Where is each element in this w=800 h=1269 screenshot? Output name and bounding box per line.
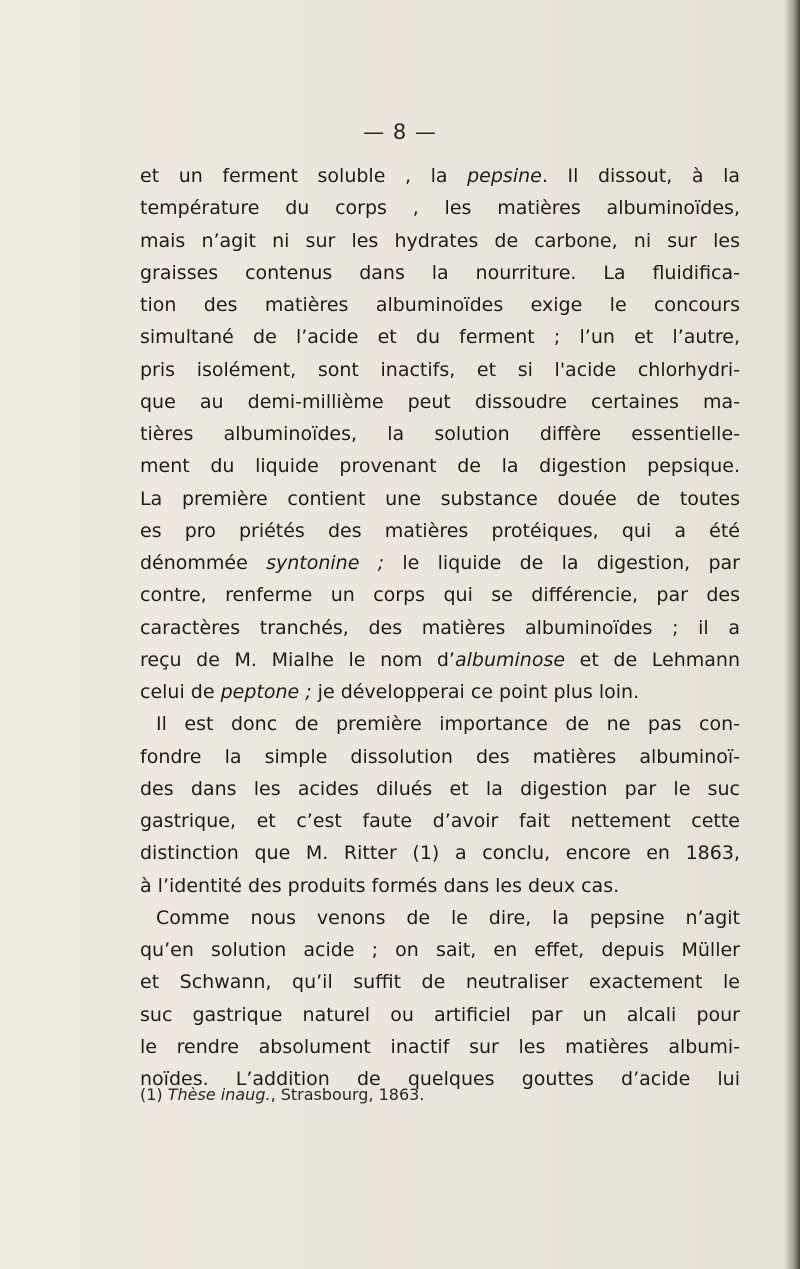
text-line: Il est donc de première importance de ne pas con- <box>156 713 740 736</box>
text-line: La première contient une substance douée de toutes <box>140 487 740 510</box>
text-line: dénommée syntonine ; le liquide de la digestion, par <box>140 552 740 574</box>
text-line: gastrique, et c’est faute d’avoir fait nettement cette <box>140 810 740 832</box>
text-line: qu’en solution acide ; on sait, en effet, depuis Müller <box>140 939 740 961</box>
text-line: mais n’agit ni sur les hydrates de carbone, ni sur les <box>140 229 740 252</box>
text-line: caractères tranchés, des matières albuminoïdes ; il a <box>140 616 740 639</box>
text-line: à l’identité des produits formés dans les deux cas. <box>140 874 620 897</box>
text-line: fondre la simple dissolution des matières albuminoï- <box>140 745 740 768</box>
body-text <box>140 160 740 1095</box>
text-line: suc gastrique naturel ou artificiel par un alcali pour <box>140 1003 740 1026</box>
footnote-rest: , Strasbourg, 1863. <box>270 1085 425 1104</box>
italic-term: peptone ; <box>220 681 312 703</box>
text-line: es pro priétés des matières protéiques, qui a été <box>140 519 740 542</box>
text-line: ment du liquide provenant de la digestion pepsique. <box>140 455 740 478</box>
text-line: que au demi-millième peut dissoudre certaines ma- <box>140 390 740 413</box>
text-line: simultané de l’acide et du ferment ; l’un et l’autre, <box>140 326 740 349</box>
text-line: graisses contenus dans la nourriture. La fluidifica- <box>140 261 740 284</box>
text-line: des dans les acides dilués et la digestion par le suc <box>140 777 740 800</box>
footnote-title: Thèse inaug. <box>167 1085 271 1104</box>
italic-term: albuminose <box>454 648 566 671</box>
text-line: reçu de M. Mialhe le nom d’albuminose et de Lehmann <box>140 648 740 671</box>
text-line: et un ferment soluble , la pepsine. Il dissout, à la <box>140 165 740 187</box>
text-line: distinction que M. Ritter (1) a conclu, encore en 1863, <box>140 842 740 865</box>
text-line: tières albuminoïdes, la solution diffère essentielle- <box>140 423 740 445</box>
footnote-marker: (1) <box>140 1085 163 1104</box>
text-line: température du corps , les matières albuminoïdes, <box>140 197 740 220</box>
text-line: le rendre absolument inactif sur les matières albumi- <box>140 1035 740 1058</box>
text-line: celui de peptone ; je développerai ce point plus loin. <box>140 681 640 703</box>
text-line: Comme nous venons de le dire, la pepsine n’agit <box>156 906 740 929</box>
italic-term: pepsine <box>467 165 542 187</box>
text-line: noïdes. L’addition de quelques gouttes d’acide lui <box>140 1068 740 1090</box>
text-line: tion des matières albuminoïdes exige le concours <box>140 294 740 316</box>
page-edge-shadow <box>784 0 800 1269</box>
footnote <box>140 1085 424 1104</box>
page-number: — 8 — <box>363 120 437 144</box>
text-line: contre, renferme un corps qui se différencie, par des <box>140 584 740 607</box>
text-line: pris isolément, sont inactifs, et si l'acide chlorhydri- <box>140 358 740 381</box>
italic-term: syntonine ; <box>266 552 385 574</box>
text-line: et Schwann, qu’il suffit de neutraliser exactement le <box>140 971 740 994</box>
